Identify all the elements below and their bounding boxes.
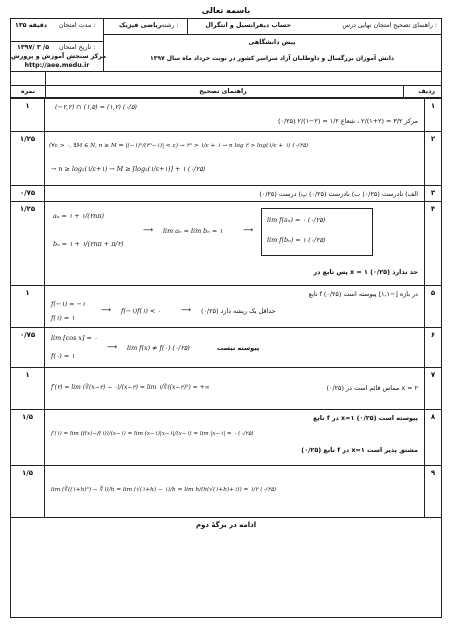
answer-row-3: [11, 185, 441, 202]
row5-mid: f(−۱)f(۱) < ۰: [121, 307, 161, 315]
date-label: تاریخ امتحان :: [59, 44, 96, 51]
row-number: ۶: [424, 328, 441, 368]
answer-row-8: [11, 409, 441, 466]
row4-b: bₙ = ۱ + ۱/(۲nπ + π/۲): [53, 240, 124, 248]
answer-row-9: [11, 465, 441, 518]
header-table: [10, 18, 442, 98]
row6-note: پیوسته نیست: [217, 344, 260, 352]
row8-line0: تابع f در x=۱ پیوسته است (۰/۲۵): [313, 414, 418, 422]
row-score: ۱: [11, 286, 45, 328]
row-number: ۷: [424, 368, 441, 410]
row-score: ۰/۷۵: [11, 328, 45, 368]
row6-line2: f(۰) = ۱: [51, 352, 75, 360]
row3-line1: الف) نادرست (۰/۲۵) ب) نادرست (۰/۲۵) پ) درست (۰/۲۵): [259, 190, 418, 198]
row5-note: (۰/۲۵) حداقل یک ریشه دارد: [201, 307, 276, 315]
arrow-icon: ⟶: [181, 306, 192, 314]
row6-mid: lim f(x) ≠ f(۰) (۰/۲۵): [127, 344, 190, 352]
field-label: رشته :: [161, 22, 179, 29]
row-number: ۲: [424, 132, 441, 186]
row7-note: (۰/۲۵) مماس قائم است در x = ۲: [326, 384, 418, 392]
duration-value: ۱۳۵ دقیقه: [15, 22, 48, 29]
guide-label: راهنمای تصحیح امتحان نهایی درس :: [342, 22, 437, 29]
row9-line1: lim (∛((۱+h)³) − ∛۱)/h = lim (√(۱+h) − ۱)/h = lim h/(h(√(۱+h)+۱)) = ۱/۲ (۰/۲۵): [51, 487, 277, 493]
row7-line1: f′(۲) = lim (∛(x−۲) − ۰)/(x−۲) = lim ۱/∛((x−۲)²) = +∞: [51, 384, 210, 391]
row-number: ۸: [424, 410, 441, 466]
organization: مرکز سنجش آموزش و پرورش: [11, 53, 107, 60]
answers-table: [10, 98, 442, 618]
row8-line1: f′(۱) = lim (f(x)−f(۱))/(x−۱) = lim (x−۱)|x−۱|/(x−۱) = lim |x−۱| = ۰ (۰/۲۵): [51, 431, 254, 437]
level: پیش دانشگاهی: [248, 39, 296, 46]
row6-line1: lim [cos x] = ۰: [51, 334, 98, 342]
row2-line1: (∀ε > ۰, ∃M ∈ N, n ≥ M ⇒ |(−۱)ⁿ/(۲ⁿ−۱)| < ε) → ۲ⁿ > ۱/ε + ۱ → n log ۲ > log(۱/ε + ۱) (۰/۲۵): [49, 143, 309, 149]
exam-answer-sheet: [10, 6, 442, 618]
duration-label: مدت امتحان :: [59, 22, 96, 29]
row-number: ۱: [424, 99, 441, 131]
row4-r1: lim f(aₙ) = ۰ (۰/۲۵): [267, 216, 326, 224]
row-number: ۵: [424, 286, 441, 328]
row5-line2: f(−۱) = −۱: [51, 300, 86, 308]
course-name: حساب دیفرانسیل و انتگرال: [205, 22, 291, 29]
row2-line2: → n ≥ log₂(۱/ε+۱) → M ≥ [log₂(۱/ε+۱)] + ۱ (۰/۲۵): [51, 165, 206, 173]
row-score: ۱/۲۵: [11, 132, 45, 186]
row-score: ۱/۲۵: [11, 202, 45, 286]
row-score: ۱/۵: [11, 410, 45, 466]
row5-line3: f(۱) = ۱: [51, 314, 75, 322]
arrow-icon: ⟶: [243, 226, 254, 234]
continuation-note: ادامه در برگهٔ دوم: [195, 521, 257, 529]
row4-mid: lim aₙ = lim bₙ = ۱: [163, 227, 223, 235]
row5-line1: تابع f در بازه [−۱,۱] پیوسته است (۰/۲۵): [308, 290, 418, 298]
arrow-icon: ⟶: [101, 306, 112, 314]
row1-line2: مرکز ۳/۲ = (۲+۱)/۲ ، شعاع ۱/۲ = (۲−۱)/۲ (۰/۲۵): [278, 117, 418, 125]
continuation-row: [11, 517, 441, 532]
field-name: ریاضی فیزیک: [119, 22, 162, 29]
row-score: ۱/۵: [11, 466, 45, 518]
row-score: ۰/۷۵: [11, 186, 45, 202]
answer-row-7: [11, 367, 441, 410]
answer-row-1: [11, 99, 441, 131]
answer-row-6: [11, 327, 441, 368]
row8-note: (۰/۲۵) تابع f در x=۱ مشتق پذیر است: [301, 446, 418, 454]
row4-r2: lim f(bₙ) = ۱ (۰/۲۵): [267, 236, 326, 244]
top-title: باسمه تعالی: [201, 6, 251, 15]
date-value: ۱۳۹۷/ ۳ /۵: [17, 44, 50, 51]
column-guide-label: راهنمای تصحیح: [199, 88, 247, 95]
row-score: ۱: [11, 99, 45, 131]
row1-line1: (−۲,۲) ∩ (۱,۵) = (۱,۲) (۰/۵): [55, 103, 137, 111]
row-score: ۱: [11, 368, 45, 410]
arrow-icon: ⟶: [107, 343, 118, 351]
exam-description: دانش آموزان بزرگسال و داوطلبان آزاد سراسر کشور در نوبت خرداد ماه سال ۱۳۹۷: [150, 55, 394, 62]
row-number: ۳: [424, 186, 441, 202]
row-number: ۹: [424, 466, 441, 518]
row-number: ۴: [424, 202, 441, 286]
column-row-label: ردیف: [418, 88, 435, 95]
row4-conclusion: پس تابع در x = ۱ حد ندارد (۰/۲۵): [313, 268, 418, 276]
row4-a: aₙ = ۱ + ۱/(۲nπ): [53, 212, 104, 220]
answer-row-4: [11, 201, 441, 286]
column-score-label: نمره: [20, 88, 36, 95]
answer-row-5: [11, 285, 441, 328]
answer-row-2: [11, 131, 441, 186]
website-url: http://aee.medu.ir: [24, 62, 90, 69]
arrow-icon: ⟶: [143, 226, 154, 234]
